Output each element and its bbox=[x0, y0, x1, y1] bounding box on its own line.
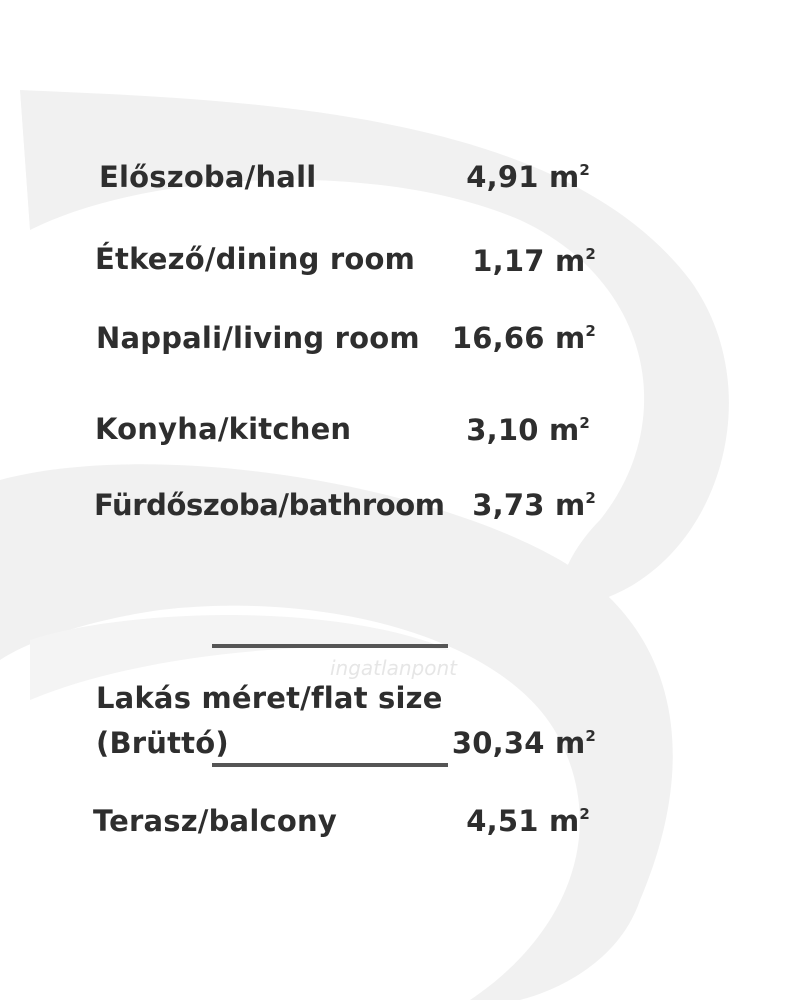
room-label-dining: Étkező/dining room bbox=[95, 242, 415, 276]
room-label-bathroom: Fürdőszoba/bathroom bbox=[94, 488, 445, 522]
room-label-hall: Előszoba/hall bbox=[99, 160, 317, 194]
balcony-label: Terasz/balcony bbox=[93, 804, 337, 838]
room-label-living: Nappali/living room bbox=[96, 321, 420, 355]
room-area-dining: 1,17 $m^2$ bbox=[472, 244, 596, 278]
room-area-hall: 4,91 $m^2$ bbox=[466, 160, 590, 194]
room-area-bathroom: 3,73 $m^2$ bbox=[472, 488, 596, 522]
total-label: Lakás méret/flat size bbox=[96, 681, 443, 715]
total-area: 30,34 $m^2$ bbox=[451, 726, 596, 760]
room-area-living: 16,66 $m^2$ bbox=[451, 321, 596, 355]
separator-line bbox=[212, 644, 448, 648]
room-area-kitchen: 3,10 $m^2$ bbox=[466, 413, 590, 447]
balcony-area: 4,51 $m^2$ bbox=[466, 804, 590, 838]
total-label-brutto: (Brüttó) bbox=[96, 726, 229, 760]
room-label-kitchen: Konyha/kitchen bbox=[95, 412, 352, 446]
total-underline bbox=[212, 763, 448, 767]
watermark-text: ingatlanpont bbox=[330, 656, 457, 680]
